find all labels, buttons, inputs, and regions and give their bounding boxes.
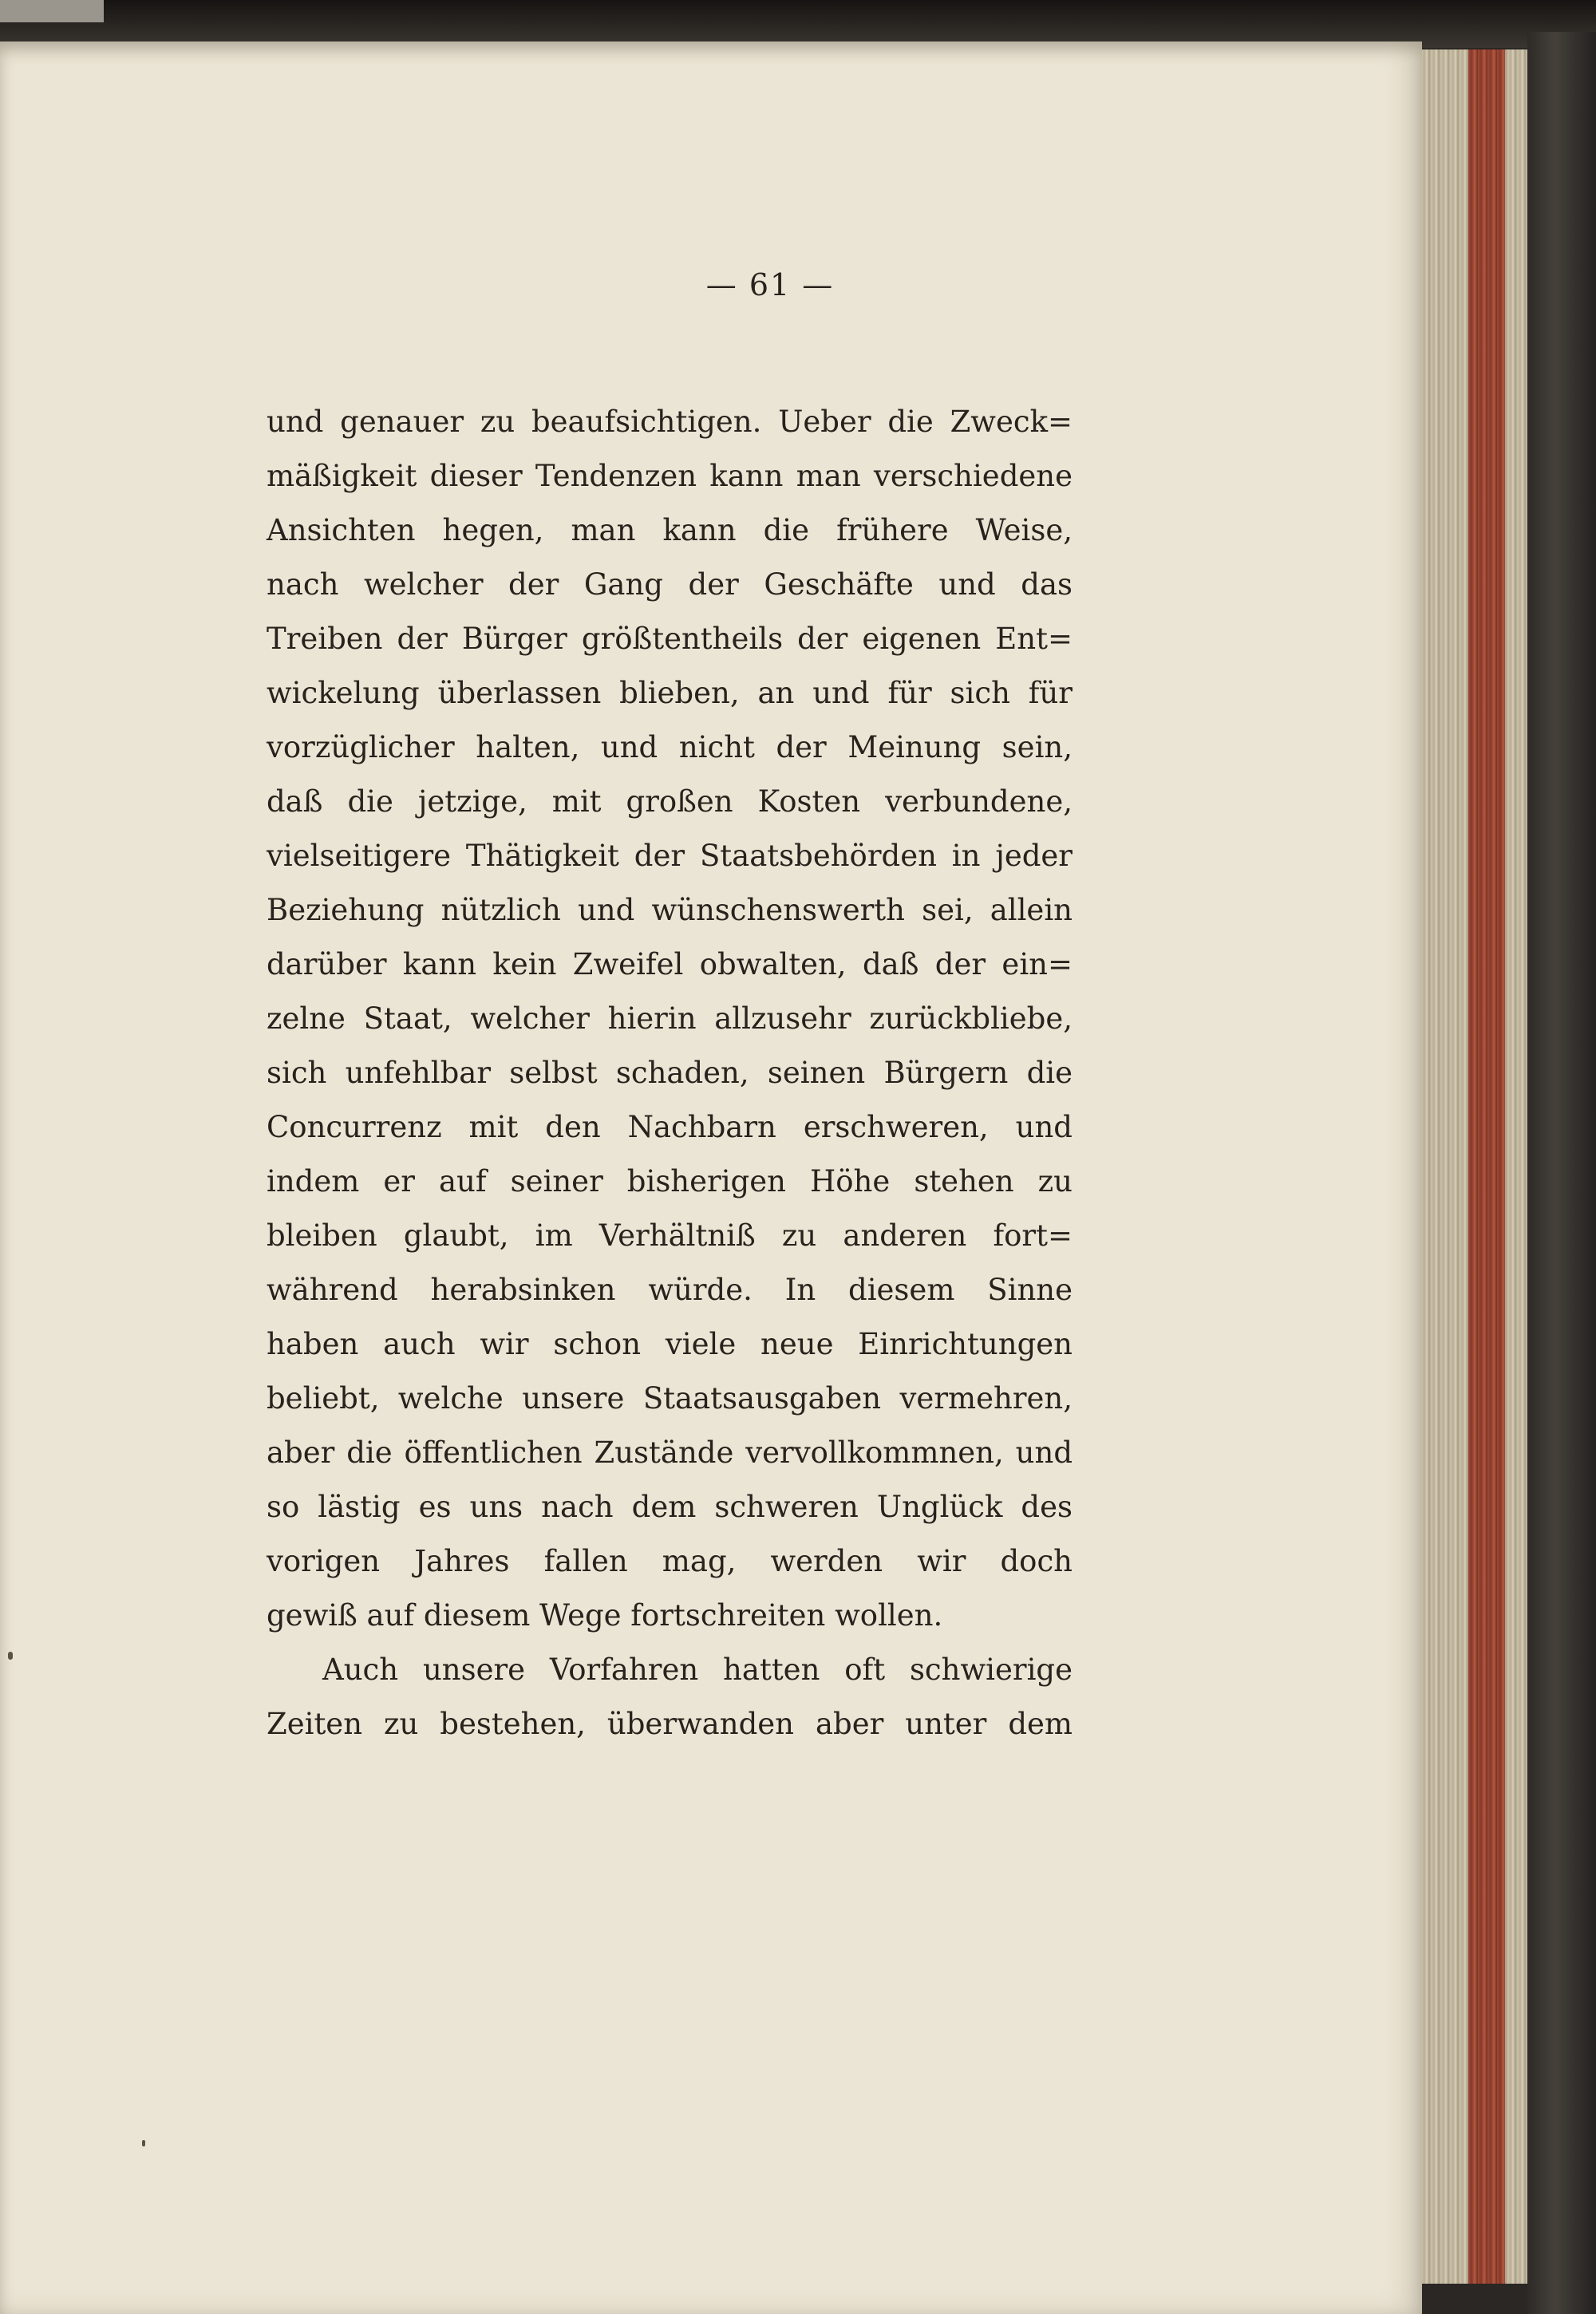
paragraph-2 <box>267 1643 1073 1751</box>
scanner-corner <box>0 0 104 22</box>
page-speck <box>142 2140 145 2146</box>
text-line: und genauer zu beaufsichtigen. Ueber die Zweck= <box>267 405 1073 439</box>
text-line: bleiben glaubt, im Verhältniß zu anderen fort= <box>267 1218 1073 1253</box>
text-line: Treiben der Bürger größtentheils der eigenen Ent= <box>267 622 1073 656</box>
text-line: daß die jetzige, mit großen Kosten verbundene, <box>267 784 1073 819</box>
page-speck <box>8 1652 13 1660</box>
paragraph-1 <box>267 395 1073 1643</box>
text-line: Beziehung nützlich und wünschenswerth sei, allein <box>267 893 1073 927</box>
text-line: Auch unsere Vorfahren hatten oft schwierige <box>322 1653 1073 1687</box>
text-line: mäßigkeit dieser Tendenzen kann man verschiedene <box>267 459 1073 493</box>
book-cover-edge <box>1527 32 1596 2314</box>
text-line: während herabsinken würde. In diesem Sinne <box>267 1273 1073 1307</box>
text-line: indem er auf seiner bisherigen Höhe stehen zu <box>267 1164 1073 1198</box>
text-line: Concurrenz mit den Nachbarn erschweren, und <box>267 1110 1073 1144</box>
text-line: beliebt, welche unsere Staatsausgaben vermehren, <box>267 1381 1073 1416</box>
text-line: Ansichten hegen, man kann die frühere Weise, <box>267 513 1073 547</box>
text-line: Zeiten zu bestehen, überwanden aber unter dem <box>267 1707 1073 1741</box>
text-line: gewiß auf diesem Wege fortschreiten wollen. <box>267 1598 943 1633</box>
text-line: wickelung überlassen blieben, an und für sich für <box>267 676 1073 710</box>
page-text <box>267 267 1073 1751</box>
page-number: — 61 — <box>705 267 835 302</box>
text-line: nach welcher der Gang der Geschäfte und das <box>267 567 1073 602</box>
text-line: haben auch wir schon viele neue Einrichtungen <box>267 1327 1073 1361</box>
text-line: so lästig es uns nach dem schweren Unglück des <box>267 1490 1073 1524</box>
text-line: vorzüglicher halten, und nicht der Meinung sein, <box>267 730 1073 764</box>
text-line: aber die öffentlichen Zustände vervollkommnen, und <box>267 1435 1073 1470</box>
text-line: vorigen Jahres fallen mag, werden wir doch <box>267 1544 1073 1578</box>
red-page-edge <box>1468 49 1505 2284</box>
text-line: zelne Staat, welcher hierin allzusehr zurückbliebe, <box>267 1001 1073 1036</box>
text-line: darüber kann kein Zweifel obwalten, daß der ein= <box>267 947 1073 981</box>
text-line: vielseitigere Thätigkeit der Staatsbehörden in jeder <box>267 839 1073 873</box>
page-edges <box>1422 49 1527 2284</box>
text-line: sich unfehlbar selbst schaden, seinen Bürgern die <box>267 1056 1073 1090</box>
scanner-top-edge <box>0 0 1596 48</box>
